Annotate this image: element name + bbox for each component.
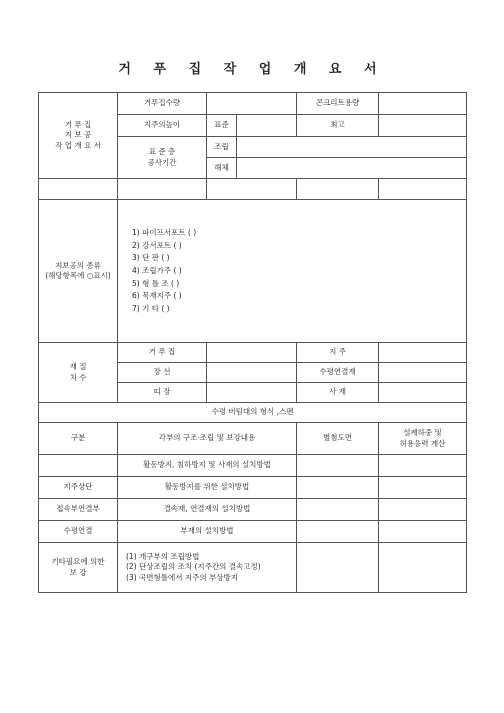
formwork-qty-label: 거푸집수량: [118, 93, 207, 115]
dismantle-label: 해체: [207, 158, 237, 179]
blank-cell[interactable]: [207, 179, 297, 200]
support-type-item[interactable]: 6) 목재지주 ( ): [132, 291, 182, 301]
overview-header-line-1: 거 푸 집: [64, 120, 92, 130]
overview-header-cell: [39, 93, 118, 179]
formwork-qty-value[interactable]: [207, 93, 297, 115]
row-joint-drawing[interactable]: [297, 499, 379, 521]
strap-value[interactable]: [207, 383, 297, 403]
other-item: (2) 단상조립의 조치 (지주간의 결속고정): [126, 562, 261, 572]
row-top-content: 활동방지를 위한 설치방법: [118, 477, 297, 499]
col-structure-header: 각부의 구조·조립 및 보강내용: [118, 423, 297, 455]
horizontal-tie-label: 수평연결재: [297, 363, 379, 383]
support-type-item[interactable]: 3) 단 판 ( ): [132, 253, 170, 263]
other-calc[interactable]: [379, 543, 467, 593]
support-type-item[interactable]: 1) 파이프서포트 ( ): [132, 228, 197, 238]
materials-label: [39, 343, 118, 403]
row-general-content: 활동방지, 침하방지 및 사재의 설치방법: [118, 455, 297, 477]
overview-header-line-2: 지 보 공: [64, 130, 92, 140]
row-joint-label: 접속부연결부: [39, 499, 118, 521]
section-header: 수평 버팀대의 형식 ,스펜: [39, 403, 467, 423]
std-schedule-line-1: 표 준 층: [148, 147, 176, 157]
blank-cell[interactable]: [297, 179, 379, 200]
horizontal-tie-value[interactable]: [379, 363, 467, 383]
support-types-label-line-2: (해당항목에 ○표시): [45, 271, 111, 280]
row-top-label: 지주상단: [39, 477, 118, 499]
formwork-material-value[interactable]: [207, 343, 297, 363]
row-horizontal-drawing[interactable]: [297, 521, 379, 543]
row-general-label[interactable]: [39, 455, 118, 477]
other-content: [118, 543, 297, 593]
std-schedule-line-2: 공사기간: [147, 157, 177, 167]
support-types-list: [118, 200, 467, 343]
col-calc-header: [379, 423, 467, 455]
assembly-value[interactable]: [237, 137, 467, 158]
max-label: 최고: [297, 115, 379, 137]
col-division-header: 구분: [39, 423, 118, 455]
long-beam-value[interactable]: [207, 363, 297, 383]
row-general-calc[interactable]: [379, 455, 467, 477]
other-label: [39, 543, 118, 593]
long-beam-label: 장 선: [118, 363, 207, 383]
max-height-value[interactable]: [379, 115, 467, 137]
overview-header-line-3: 작 업 개 요 서: [55, 140, 101, 150]
support-height-label: 지주의높이: [118, 115, 207, 137]
blank-cell[interactable]: [39, 179, 118, 200]
formwork-material-label: 거 푸 집: [118, 343, 207, 363]
standard-label: 표준: [207, 115, 237, 137]
blank-cell[interactable]: [118, 179, 207, 200]
brace-value[interactable]: [379, 383, 467, 403]
row-horizontal-content: 부재의 설치방법: [118, 521, 297, 543]
row-general-drawing[interactable]: [297, 455, 379, 477]
other-label-line-1: 기타필요에 의한: [51, 557, 105, 567]
col-calc-line-2: 허용응력 계산: [399, 438, 446, 448]
blank-cell[interactable]: [379, 179, 467, 200]
assembly-label: 조립: [207, 137, 237, 158]
concrete-qty-label: 콘크리트용량: [297, 93, 379, 115]
col-drawing-header: 별첨도면: [297, 423, 379, 455]
row-joint-content: 결속재, 연결재의 설치방법: [118, 499, 297, 521]
brace-label: 사 재: [297, 383, 379, 403]
other-label-line-2: 보 강: [69, 567, 87, 577]
strap-label: 띠 장: [118, 383, 207, 403]
post-material-value[interactable]: [379, 343, 467, 363]
dismantle-value[interactable]: [237, 158, 467, 179]
other-item: (1) 개구부의 조립방법: [126, 552, 200, 562]
row-horizontal-calc[interactable]: [379, 521, 467, 543]
support-types-label-line-1: 지보공의 종류: [55, 260, 101, 270]
other-drawing[interactable]: [297, 543, 379, 593]
concrete-qty-value[interactable]: [379, 93, 467, 115]
row-joint-calc[interactable]: [379, 499, 467, 521]
materials-label-line-1: 재 질: [69, 362, 87, 372]
support-type-item[interactable]: 4) 조립가주 ( ): [132, 265, 182, 275]
row-horizontal-label: 수평연결: [39, 521, 118, 543]
support-type-item[interactable]: 7) 기 타 ( ): [132, 303, 170, 313]
other-item: (3) 곡면형틀에서 지주의 부상방지: [126, 572, 238, 582]
support-types-label: [39, 200, 118, 343]
row-top-calc[interactable]: [379, 477, 467, 499]
post-material-label: 지 주: [297, 343, 379, 363]
standard-height-value[interactable]: [237, 115, 297, 137]
materials-label-line-2: 치 수: [69, 372, 87, 382]
col-calc-line-1: 설계하중 및: [403, 428, 442, 438]
support-type-item[interactable]: 2) 강서포트 ( ): [132, 240, 182, 250]
row-top-drawing[interactable]: [297, 477, 379, 499]
std-schedule-label: [118, 137, 207, 179]
formwork-overview-form: [38, 92, 467, 593]
support-type-item[interactable]: 5) 형 틀 조 ( ): [132, 278, 180, 288]
document-title: 거 푸 집 작 업 개 요 서: [118, 62, 386, 77]
